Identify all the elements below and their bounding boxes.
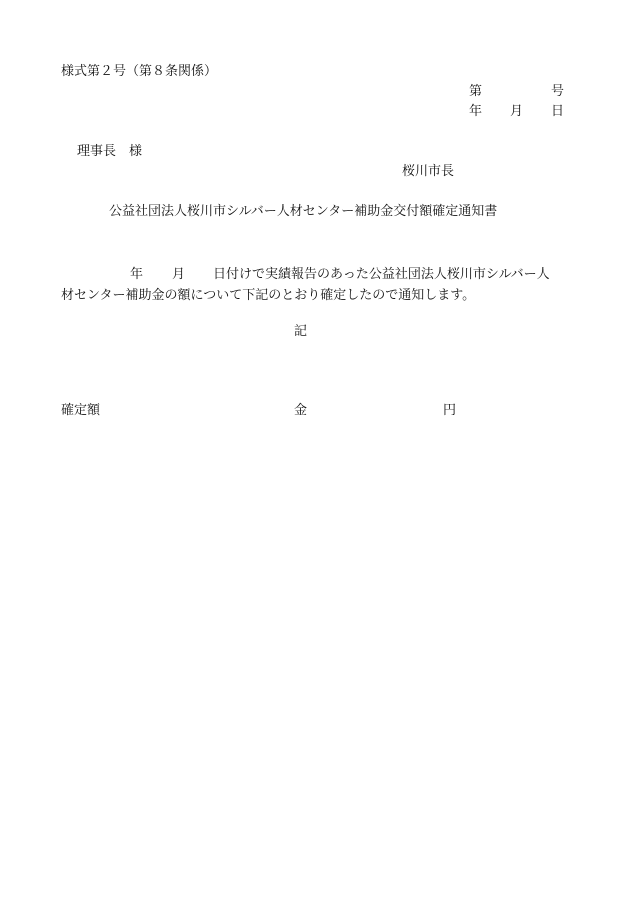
ki-heading: 記	[294, 324, 308, 339]
addressee: 理事長 様	[77, 144, 143, 159]
body-month: 月	[172, 267, 186, 282]
amount-label: 確定額	[61, 403, 101, 418]
amount-yen: 円	[443, 403, 457, 418]
date-month: 月	[510, 104, 524, 119]
body-line-1	[61, 264, 571, 285]
body-paragraph	[61, 264, 571, 306]
date-day: 日	[551, 104, 565, 119]
document-number-suffix: 号	[551, 84, 565, 99]
body-line-1-text: 日付けで実績報告のあった公益社団法人桜川市シルバー人	[213, 267, 550, 282]
document-number-prefix: 第	[469, 84, 483, 99]
form-number: 様式第２号（第８条関係）	[61, 64, 218, 79]
body-year: 年	[130, 267, 144, 282]
body-line-2: 材センター補助金の額について下記のとおり確定したので通知します。	[61, 288, 476, 303]
sender: 桜川市長	[402, 164, 455, 179]
document-title: 公益社団法人桜川市シルバー人材センター補助金交付額確定通知書	[109, 204, 498, 219]
amount-kin: 金	[294, 403, 308, 418]
date-year: 年	[469, 104, 483, 119]
